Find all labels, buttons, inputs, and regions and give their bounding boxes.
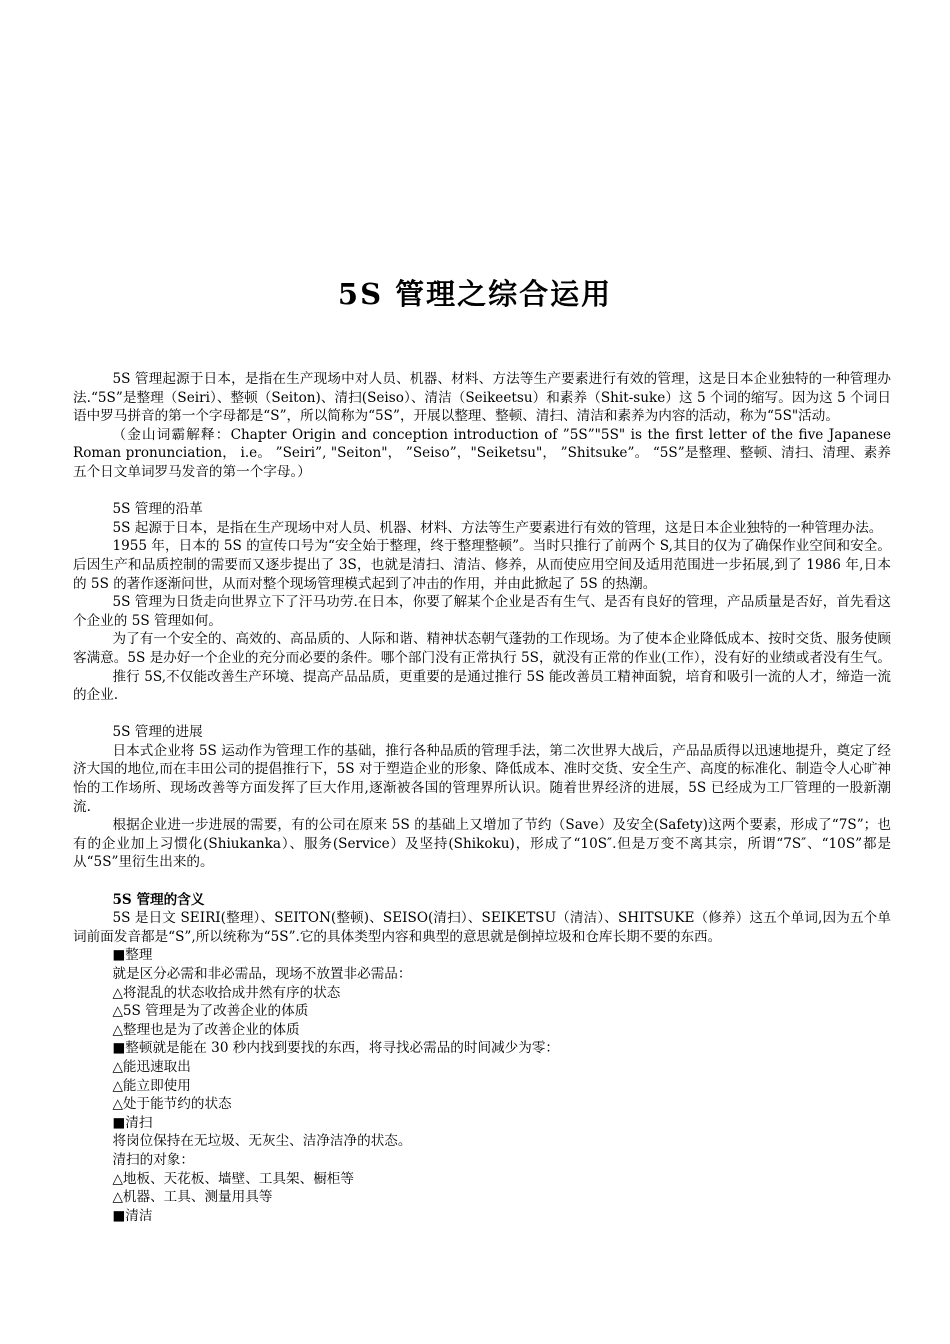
paragraph-gap [73,872,891,891]
document-title: 5S 管理之综合运用 [337,277,613,311]
meaning-list-item: △能立即使用 [112,1077,191,1094]
history-paragraph: 5S 起源于日本，是指在生产现场中对人员、机器、材料、方法等生产要素进行有效的管理，这是日本企业独特的一种管理办法。 [112,519,883,536]
meaning-list-item: △处于能节约的状态 [112,1096,232,1113]
history-paragraph: 1955 年，日本的 5S 的宣传口号为“安全始于整理，终于整理整顿”。当时只推行了前两个 S,其目的仅为了确保作业空间和安全。后因生产和品质控制的需要而又逐步提出了 3S，也就是清扫、清洁、修养，从而使应用空间及适用范围进一步拓展,到了 1986 年,日本的 5S 的著作逐渐问世，从而对整个现场管理模式起到了冲击的作用，并由此掀起了 5S 的热潮。 [73,538,891,592]
paragraph-gap [73,705,891,724]
progress-paragraph: 根据企业进一步进展的需要，有的公司在原来 5S 的基础上又增加了节约（Save）及安全(Safety)这两个要素，形成了“7S”；也有的企业加上习惯化(Shiukanka）、服务(Service）及坚持(Shikoku)，形成了“10S″.但是万变不离其宗，所谓“7S″、“10S”都是从“5S”里衍生出来的。 [73,817,891,871]
meaning-list-item: △机器、工具、测量用具等 [112,1189,273,1206]
meaning-list-item: ■清洁 [112,1207,153,1224]
intro-paragraph: 5S 管理起源于日本，是指在生产现场中对人员、机器、材料、方法等生产要素进行有效的管理，这是日本企业独特的一种管理办法.“5S”是整理（Seiri）、整顿（Seiton)、清扫(Seiso）、清洁（Seikeetsu）和素养（Shit-suke）这 5 个词的缩写。因为这 5 个词日语中罗马拼音的第一个字母都是“S”，所以简称为“5S”，开展以整理、整顿、清扫、清洁和素养为内容的活动，称为“5S"活动。 [73,371,891,425]
meaning-list-item: ■清扫 [112,1114,153,1131]
progress-heading: 5S 管理的进展 [112,724,203,741]
history-heading: 5S 管理的沿革 [112,501,203,518]
progress-paragraph: 日本式企业将 5S 运动作为管理工作的基础，推行各种品质的管理手法，第二次世界大战后，产品品质得以迅速地提升，奠定了经济大国的地位,而在丰田公司的提倡推行下，5S 对于塑造企业的形象、降低成本、准时交货、安全生产、高度的标准化、制造令人心旷神怡的工作场所、现场改善等方面发挥了巨大作用,逐渐被各国的管理界所认识。随着世界经济的进展，5S 已经成为工厂管理的一股新潮流. [73,742,891,815]
meaning-list-item: △整理也是为了改善企业的体质 [112,1021,300,1038]
meaning-list-item: 清扫的对象： [112,1151,194,1168]
meaning-paragraph: 5S 是日文 SEIRI(整理）、SEITON(整顿)、SEISO(清扫）、SEIKETSU（清洁）、SHITSUKE（修养）这五个单词,因为五个单词前面发音都是“S”,所以统称为“5S”.它的具体类型内容和典型的意思就是倒掉垃圾和仓库长期不要的东西。 [73,910,891,945]
history-paragraph: 5S 管理为日货走向世界立下了汗马功劳.在日本，你要了解某个企业是否有生气、是否有良好的管理，产品质量是否好，首先看这个企业的 5S 管理如何。 [73,594,891,629]
meaning-list-item: △5S 管理是为了改善企业的体质 [112,1003,309,1020]
meaning-list-item: 将岗位保持在无垃圾、无灰尘、洁净洁净的状态。 [112,1133,412,1150]
history-paragraph: 为了有一个安全的、高效的、高品质的、人际和谐、精神状态朝气蓬勃的工作现场。为了使本企业降低成本、按时交货、服务使顾客满意。5S 是办好一个企业的充分而必要的条件。哪个部门没有正常执行 5S，就没有正常的作业(工作），没有好的业绩或者没有生气。 [73,631,891,666]
meaning-heading: 5S 管理的含义 [112,891,205,908]
intro-dictionary-note: （金山词霸解释：Chapter Origin and conception introduction of ”5S”"5S" is the first letter of the five Japanese Roman pronunciation， i.e。 ”Seiri”, "Seiton"， ”Seiso”，"Seiketsu"， ”Shitsuke”。 “5S”是整理、整顿、清扫、清理、素养五个日文单词罗马发音的第一个字母。） [73,426,891,480]
meaning-list-item: △地板、天花板、墙壁、工具架、橱柜等 [112,1170,354,1187]
meaning-list-item: 就是区分必需和非必需品，现场不放置非必需品： [112,966,412,982]
document-body [73,370,891,1225]
meaning-list-item: △能迅速取出 [112,1058,191,1075]
meaning-list-item: △将混乱的状态收拾成井然有序的状态 [112,984,341,1001]
paragraph-gap [73,482,891,501]
history-paragraph: 推行 5S,不仅能改善生产环境、提高产品品质，更重要的是通过推行 5S 能改善员工精神面貌，培育和吸引一流的人才，缔造一流的企业. [73,668,891,704]
meaning-list-item: ■整理 [112,947,153,964]
meaning-list-item: ■整顿就是能在 30 秒内找到要找的东西，将寻找必需品的时间减少为零： [112,1040,560,1057]
